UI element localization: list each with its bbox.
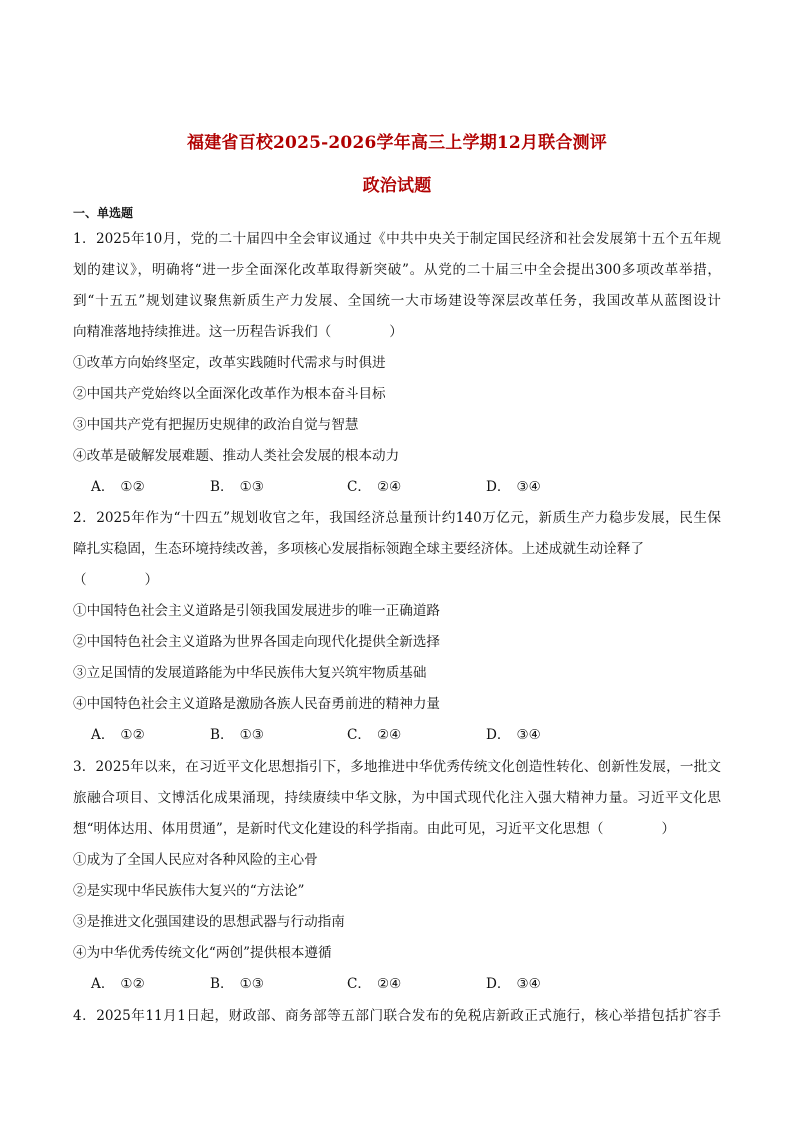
answer-options	[73, 969, 721, 1000]
statement-item: ①改革方向始终坚定，改革实践随时代需求与时俱进	[73, 355, 386, 371]
question-2	[73, 503, 721, 751]
section-heading: 一、单选题	[73, 206, 134, 220]
question-stem-line: 1．2025年10月，党的二十届四中全会审议通过《中共中央关于制定国民经济和社会发展第十五个五年规	[73, 231, 721, 247]
answer-options	[73, 720, 721, 751]
statement-item: ③是推进文化强国建设的思想武器与行动指南	[73, 914, 345, 930]
question-stem-line: 3．2025年以来，在习近平文化思想指引下，多地推进中华优秀传统文化创造性转化、创新性发展，一批文	[73, 759, 721, 775]
option-d[interactable]: D． ③④	[486, 727, 541, 743]
statement-item: ④为中华优秀传统文化“两创”提供根本遵循	[73, 945, 332, 961]
question-stem-text: 想“明体达用、体用贯通”，是新时代文化建设的科学指南。由此可见，习近平文化思想（	[73, 821, 604, 837]
statement-item: ②中国特色社会主义道路为世界各国走向现代化提供全新选择	[73, 634, 441, 650]
question-stem-line-last	[73, 317, 721, 348]
document-subtitle: 政治试题	[362, 176, 432, 196]
statement-item: ④改革是破解发展难题、推动人类社会发展的根本动力	[73, 448, 400, 464]
question-4	[73, 1001, 721, 1032]
question-stem-line: 障扎实稳固，生态环境持续改善，多项核心发展指标领跑全球主要经济体。上述成就生动诠释了	[73, 541, 644, 557]
option-d[interactable]: D． ③④	[486, 976, 541, 992]
paren-open: （	[73, 572, 87, 588]
statement-item: ②中国共产党始终以全面深化改革作为根本奋斗目标	[73, 386, 386, 402]
question-stem-line: 旅融合项目、文博活化成果涌现，持续赓续中华文脉，为中国式现代化注入强大精神力量。习近平文化思	[73, 790, 721, 806]
option-b[interactable]: B． ①③	[210, 976, 264, 992]
question-1	[73, 224, 721, 503]
question-3	[73, 752, 721, 1000]
question-stem-line-last	[73, 814, 721, 845]
question-paren-line	[73, 565, 721, 596]
document-title: 福建省百校2025-2026学年高三上学期12月联合测评	[187, 133, 607, 153]
option-c[interactable]: C． ②④	[347, 976, 402, 992]
question-stem-line: 划的建议》，明确将“进一步全面深化改革取得新突破”。从党的二十届三中全会提出300多项改革举措，	[73, 262, 721, 278]
option-a[interactable]: A． ①②	[91, 479, 145, 495]
question-stem-line: 4．2025年11月1日起，财政部、商务部等五部门联合发布的免税店新政正式施行，核心举措包括扩容手	[73, 1008, 721, 1024]
paren-close: ）	[661, 821, 676, 837]
statement-item: ③中国共产党有把握历史规律的政治自觉与智慧	[73, 417, 359, 433]
question-stem-line: 2．2025年作为“十四五”规划收官之年，我国经济总量预计约140万亿元，新质生产力稳步发展，民生保	[73, 510, 721, 526]
statement-item: ①中国特色社会主义道路是引领我国发展进步的唯一正确道路	[73, 603, 441, 619]
answer-options	[73, 472, 721, 503]
statement-item: ③立足国情的发展道路能为中华民族伟大复兴筑牢物质基础	[73, 665, 427, 681]
option-b[interactable]: B． ①③	[210, 727, 264, 743]
statement-item: ④中国特色社会主义道路是激励各族人民奋勇前进的精神力量	[73, 696, 441, 712]
statement-item: ②是实现中华民族伟大复兴的“方法论”	[73, 883, 305, 899]
option-d[interactable]: D． ③④	[486, 479, 541, 495]
question-stem-text: 向精准落地持续推进。这一历程告诉我们（	[73, 324, 332, 340]
option-c[interactable]: C． ②④	[347, 479, 402, 495]
option-b[interactable]: B． ①③	[210, 479, 264, 495]
option-c[interactable]: C． ②④	[347, 727, 402, 743]
question-stem-line: 到“十五五”规划建议聚焦新质生产力发展、全国统一大市场建设等深层改革任务，我国改革从蓝图设计	[73, 293, 721, 309]
paren-close: ）	[144, 572, 159, 588]
paren-close: ）	[389, 324, 403, 340]
option-a[interactable]: A． ①②	[91, 976, 145, 992]
option-a[interactable]: A． ①②	[91, 727, 145, 743]
statement-item: ①成为了全国人民应对各种风险的主心骨	[73, 852, 318, 868]
